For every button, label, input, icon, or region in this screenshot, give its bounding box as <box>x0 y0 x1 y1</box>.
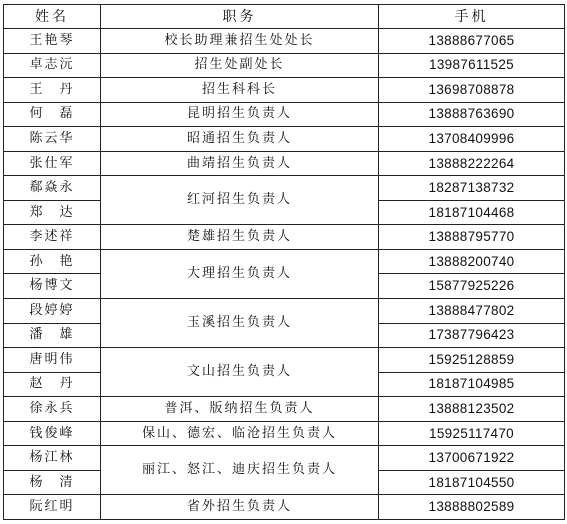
phone-cell: 15925117470 <box>379 421 565 446</box>
name-cell: 杨江林 <box>4 446 101 471</box>
table-row <box>4 495 565 520</box>
role-cell: 文山招生负责人 <box>101 348 379 397</box>
name-cell: 陈云华 <box>4 127 101 152</box>
table-row <box>4 176 565 201</box>
role-cell: 省外招生负责人 <box>101 495 379 520</box>
name-cell: 孙 艳 <box>4 249 101 274</box>
phone-cell: 13700671922 <box>379 446 565 471</box>
role-cell: 昭通招生负责人 <box>101 127 379 152</box>
role-cell: 玉溪招生负责人 <box>101 299 379 348</box>
table-row <box>4 446 565 471</box>
name-cell: 杨博文 <box>4 274 101 299</box>
table-row <box>4 249 565 274</box>
phone-cell: 18187104468 <box>379 200 565 225</box>
role-cell: 昆明招生负责人 <box>101 102 379 127</box>
phone-cell: 13888677065 <box>379 29 565 54</box>
role-cell: 保山、德宏、临沧招生负责人 <box>101 421 379 446</box>
phone-cell: 13888802589 <box>379 495 565 520</box>
role-cell: 丽江、怒江、迪庆招生负责人 <box>101 446 379 495</box>
role-cell: 普洱、版纳招生负责人 <box>101 397 379 422</box>
phone-cell: 13987611525 <box>379 53 565 78</box>
contact-table <box>3 4 565 520</box>
phone-cell: 13888123502 <box>379 397 565 422</box>
table-row <box>4 348 565 373</box>
role-cell: 曲靖招生负责人 <box>101 151 379 176</box>
phone-cell: 13888763690 <box>379 102 565 127</box>
name-cell: 何 磊 <box>4 102 101 127</box>
phone-cell: 18187104985 <box>379 372 565 397</box>
name-cell: 王艳琴 <box>4 29 101 54</box>
phone-cell: 13708409996 <box>379 127 565 152</box>
phone-cell: 17387796423 <box>379 323 565 348</box>
role-cell: 校长助理兼招生处处长 <box>101 29 379 54</box>
role-cell: 招生处副处长 <box>101 53 379 78</box>
phone-cell: 13888477802 <box>379 299 565 324</box>
name-cell: 阮红明 <box>4 495 101 520</box>
name-cell: 张仕军 <box>4 151 101 176</box>
role-cell: 楚雄招生负责人 <box>101 225 379 250</box>
name-cell: 钱俊峰 <box>4 421 101 446</box>
role-cell: 招生科科长 <box>101 78 379 103</box>
name-cell: 徐永兵 <box>4 397 101 422</box>
name-cell: 李述祥 <box>4 225 101 250</box>
role-cell: 红河招生负责人 <box>101 176 379 225</box>
table-row <box>4 53 565 78</box>
table-row <box>4 29 565 54</box>
table-row <box>4 397 565 422</box>
role-cell: 大理招生负责人 <box>101 249 379 298</box>
table-row <box>4 421 565 446</box>
name-cell: 杨 清 <box>4 470 101 495</box>
phone-cell: 13888222264 <box>379 151 565 176</box>
table-row <box>4 299 565 324</box>
table-row <box>4 78 565 103</box>
name-cell: 王 丹 <box>4 78 101 103</box>
phone-cell: 15925128859 <box>379 348 565 373</box>
phone-cell: 15877925226 <box>379 274 565 299</box>
name-cell: 卓志沅 <box>4 53 101 78</box>
name-cell: 赵 丹 <box>4 372 101 397</box>
phone-cell: 13698708878 <box>379 78 565 103</box>
name-cell: 郗焱永 <box>4 176 101 201</box>
phone-cell: 13888795770 <box>379 225 565 250</box>
header-name: 姓名 <box>4 5 101 29</box>
table-row <box>4 102 565 127</box>
table-row <box>4 225 565 250</box>
name-cell: 段婷婷 <box>4 299 101 324</box>
header-row <box>4 5 565 29</box>
phone-cell: 18187104550 <box>379 470 565 495</box>
header-phone: 手机 <box>379 5 565 29</box>
header-role: 职务 <box>101 5 379 29</box>
table-row <box>4 151 565 176</box>
name-cell: 潘 雄 <box>4 323 101 348</box>
name-cell: 郑 达 <box>4 200 101 225</box>
name-cell: 唐明伟 <box>4 348 101 373</box>
phone-cell: 13888200740 <box>379 249 565 274</box>
phone-cell: 18287138732 <box>379 176 565 201</box>
table-row <box>4 127 565 152</box>
